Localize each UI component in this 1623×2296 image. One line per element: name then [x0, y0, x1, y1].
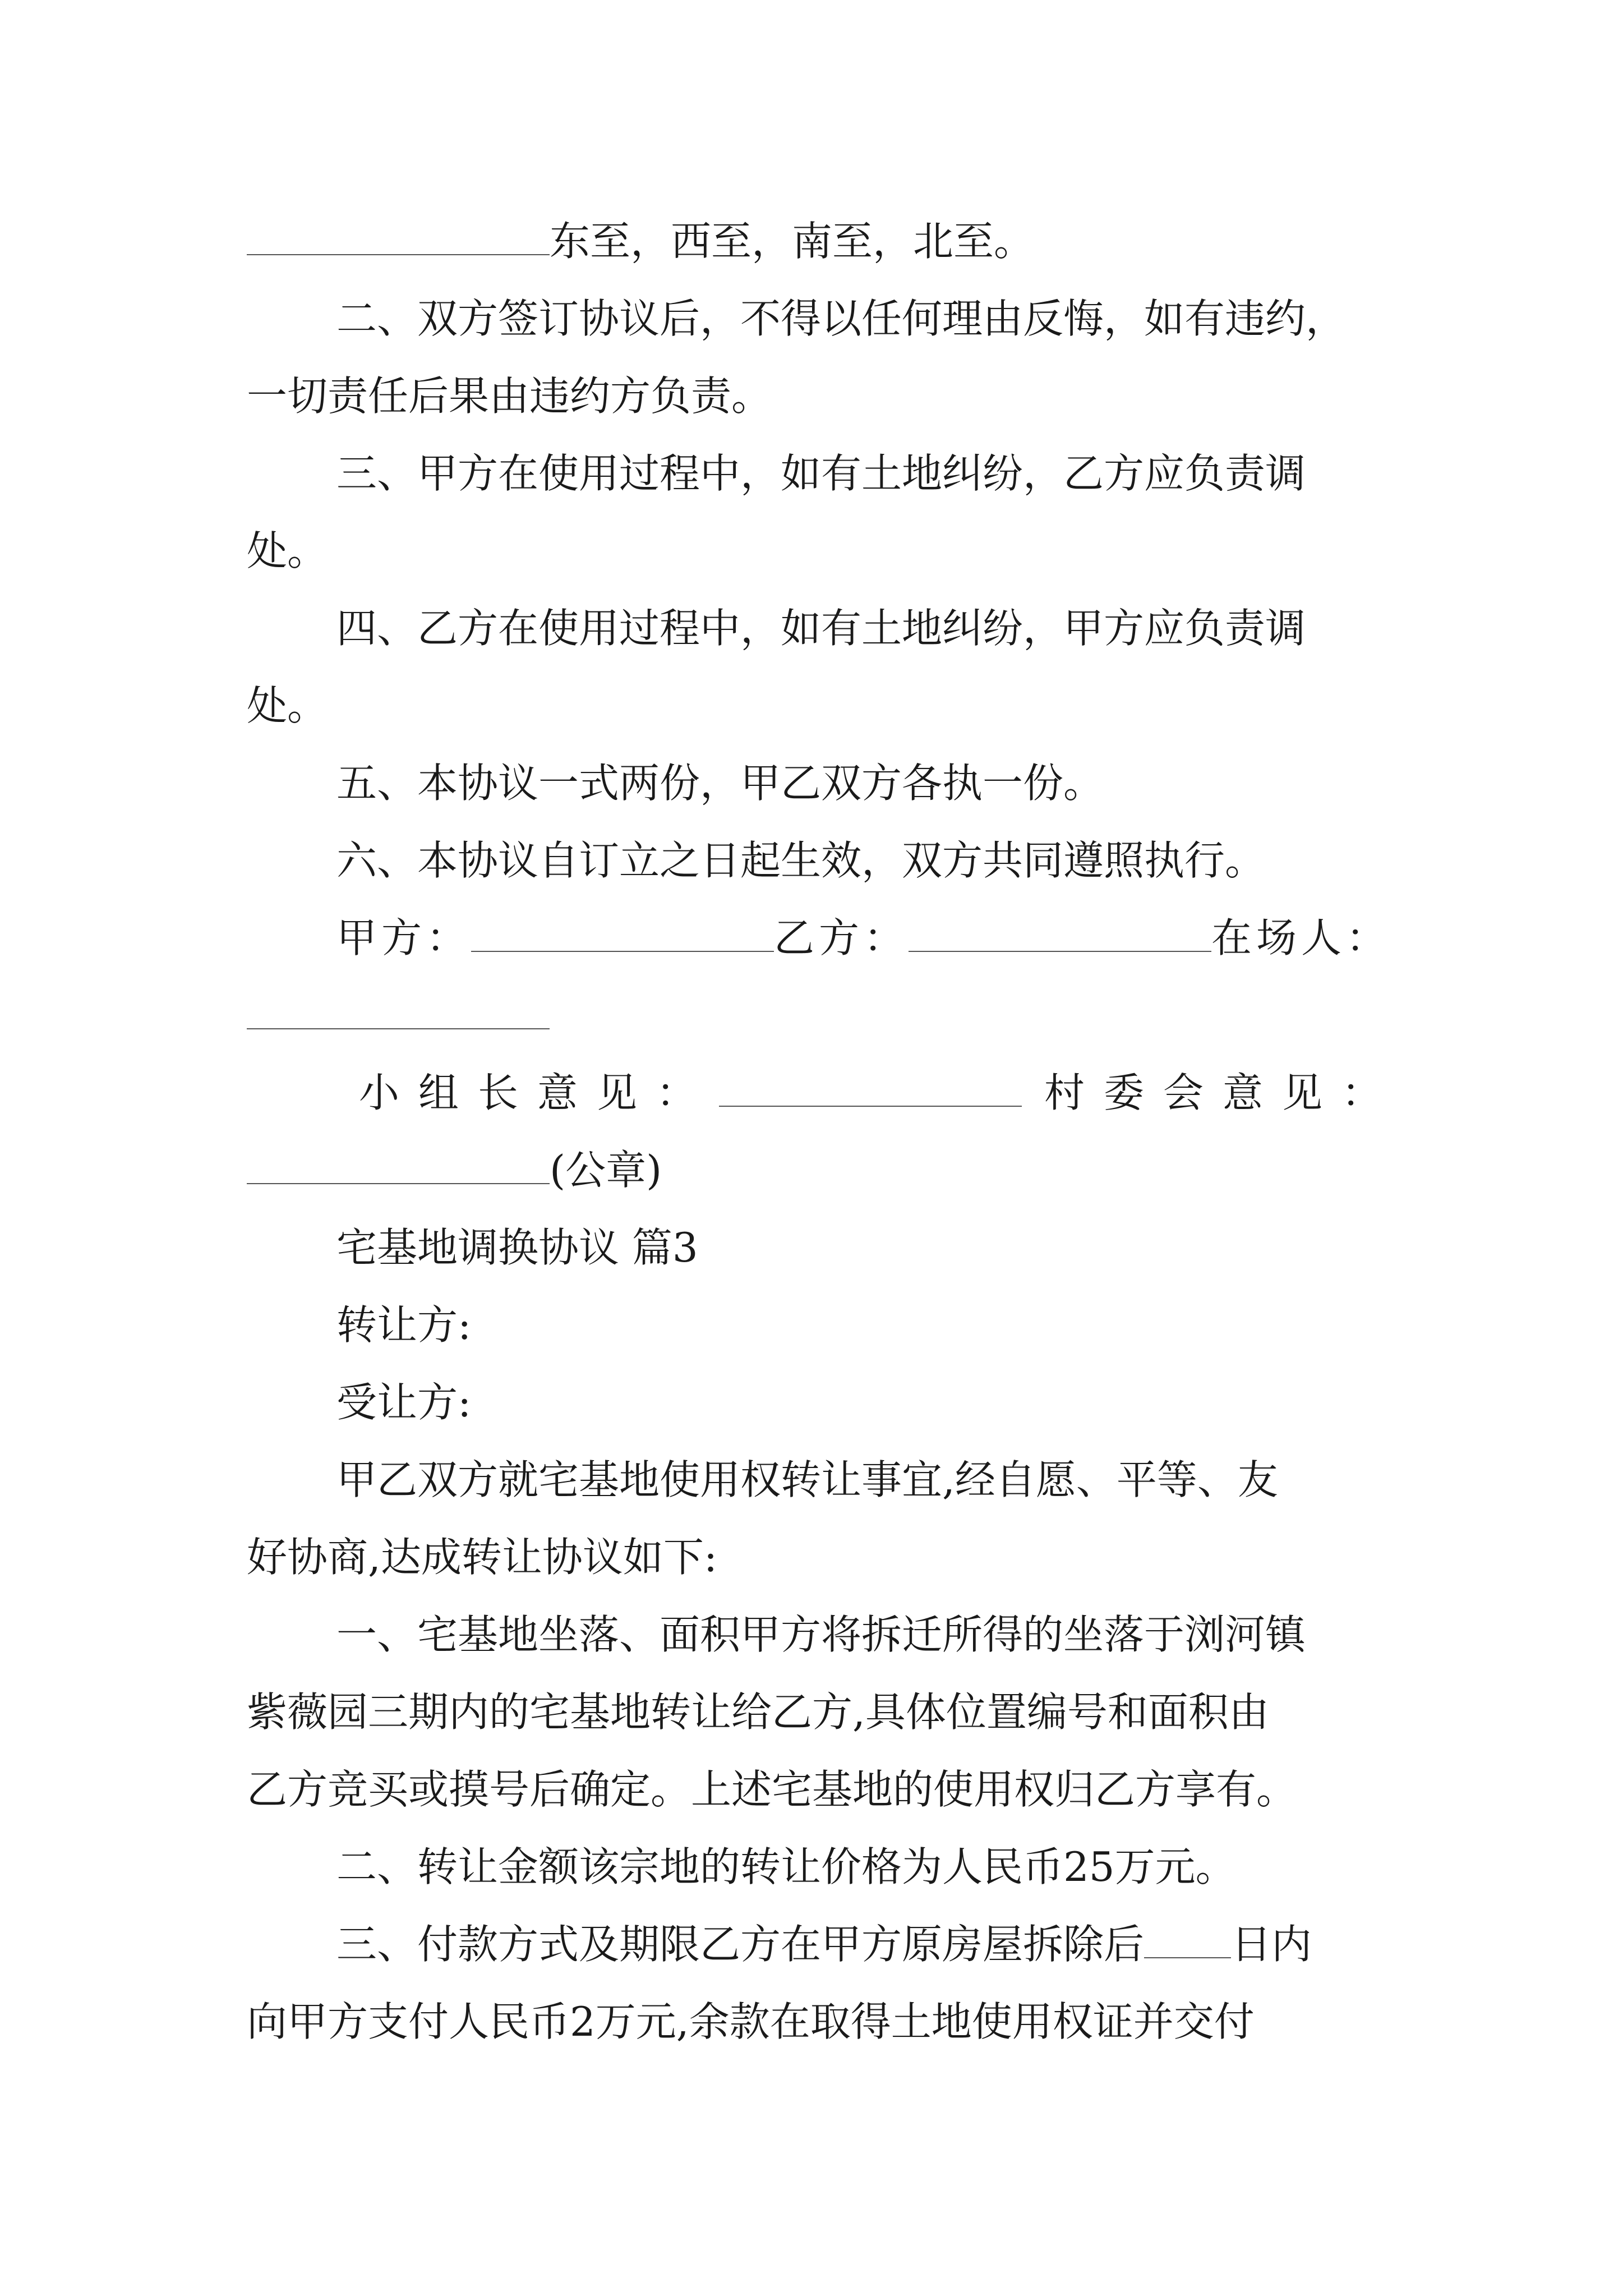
- paragraph-line: [336, 1916, 1312, 1972]
- text-segment: 转让方:: [336, 1301, 472, 1349]
- section-heading: [336, 1220, 698, 1276]
- approval-line: [359, 1065, 1401, 1121]
- witness-label: 在场人：: [1211, 914, 1391, 961]
- text-segment: 处。: [247, 682, 328, 729]
- text-segment: 三、付款方式及期限乙方在甲方原房屋拆除后: [336, 1921, 1145, 1968]
- approval-line: [247, 1142, 662, 1198]
- text-segment: 甲乙双方就宅基地使用权转让事宜,经自愿、平等、友: [336, 1456, 1278, 1503]
- paragraph-line: [247, 1529, 717, 1585]
- group-leader-label: 小组长意见：: [359, 1069, 716, 1116]
- fill-in-blank: [247, 1027, 550, 1029]
- paragraph-line: [247, 1684, 1269, 1740]
- paragraph-line: [247, 523, 328, 579]
- village-committee-label: 村委会意见：: [1044, 1069, 1401, 1116]
- party-a-label: 甲方：: [336, 914, 472, 961]
- text-segment: 一、宅基地坐落、面积甲方将拆迁所得的坐落于浏河镇: [336, 1611, 1306, 1658]
- fill-in-blank: [247, 253, 550, 255]
- text-segment: 紫薇园三期内的宅基地转让给乙方,具体位置编号和面积由: [247, 1688, 1269, 1736]
- paragraph-line: [336, 1374, 471, 1430]
- fill-in-blank: [471, 950, 774, 952]
- paragraph-line: [247, 1994, 1255, 2050]
- text-segment: 处。: [247, 527, 328, 574]
- text-segment: 宅基地调换协议 篇3: [336, 1224, 698, 1271]
- paragraph-line: [247, 368, 772, 424]
- paragraph-line: [336, 1839, 1236, 1895]
- paragraph-line: [247, 1761, 1297, 1818]
- paragraph-line: [336, 1607, 1306, 1663]
- text-segment: 受让方:: [336, 1379, 472, 1426]
- paragraph-line: [336, 445, 1306, 501]
- text-segment: 东至，西至，南至，北至。: [550, 218, 1035, 265]
- text-segment: 乙方竞买或摸号后确定。上述宅基地的使用权归乙方享有。: [247, 1766, 1297, 1813]
- paragraph-line: [247, 678, 328, 734]
- text-segment: 五、本协议一式两份，甲乙双方各执一份。: [336, 760, 1104, 807]
- signature-line: [336, 910, 1391, 966]
- text-segment: 二、转让金额该宗地的转让价格为人民币25万元。: [336, 1843, 1236, 1890]
- fill-in-blank: [719, 1105, 1022, 1107]
- text-segment: 好协商,达成转让协议如下:: [247, 1534, 718, 1581]
- fill-in-blank: [909, 950, 1211, 952]
- signature-line: [247, 987, 550, 1043]
- party-b-label: 乙方：: [774, 914, 909, 961]
- paragraph-line: [336, 1297, 471, 1353]
- text-segment: 日内: [1231, 1921, 1312, 1968]
- paragraph-line: [336, 755, 1104, 811]
- paragraph-line: [336, 291, 1346, 347]
- fill-in-blank: [247, 1182, 550, 1184]
- fill-in-blank: [1144, 1956, 1231, 1958]
- paragraph-line: [336, 1452, 1278, 1508]
- text-segment: 向甲方支付人民币2万元,余款在取得土地使用权证并交付: [247, 1998, 1255, 2045]
- paragraph-line: [336, 600, 1306, 656]
- text-segment: 六、本协议自订立之日起生效，双方共同遵照执行。: [336, 837, 1266, 884]
- text-segment: 三、甲方在使用过程中，如有土地纠纷，乙方应负责调: [336, 450, 1306, 497]
- text-segment: 二、双方签订协议后，不得以任何理由反悔，如有违约，: [336, 295, 1347, 342]
- text-segment: 一切责任后果由违约方负责。: [247, 372, 772, 420]
- official-seal-text: (公章): [550, 1147, 662, 1194]
- boundary-line: [247, 213, 1034, 269]
- text-segment: 四、乙方在使用过程中，如有土地纠纷，甲方应负责调: [336, 605, 1306, 652]
- paragraph-line: [336, 832, 1265, 889]
